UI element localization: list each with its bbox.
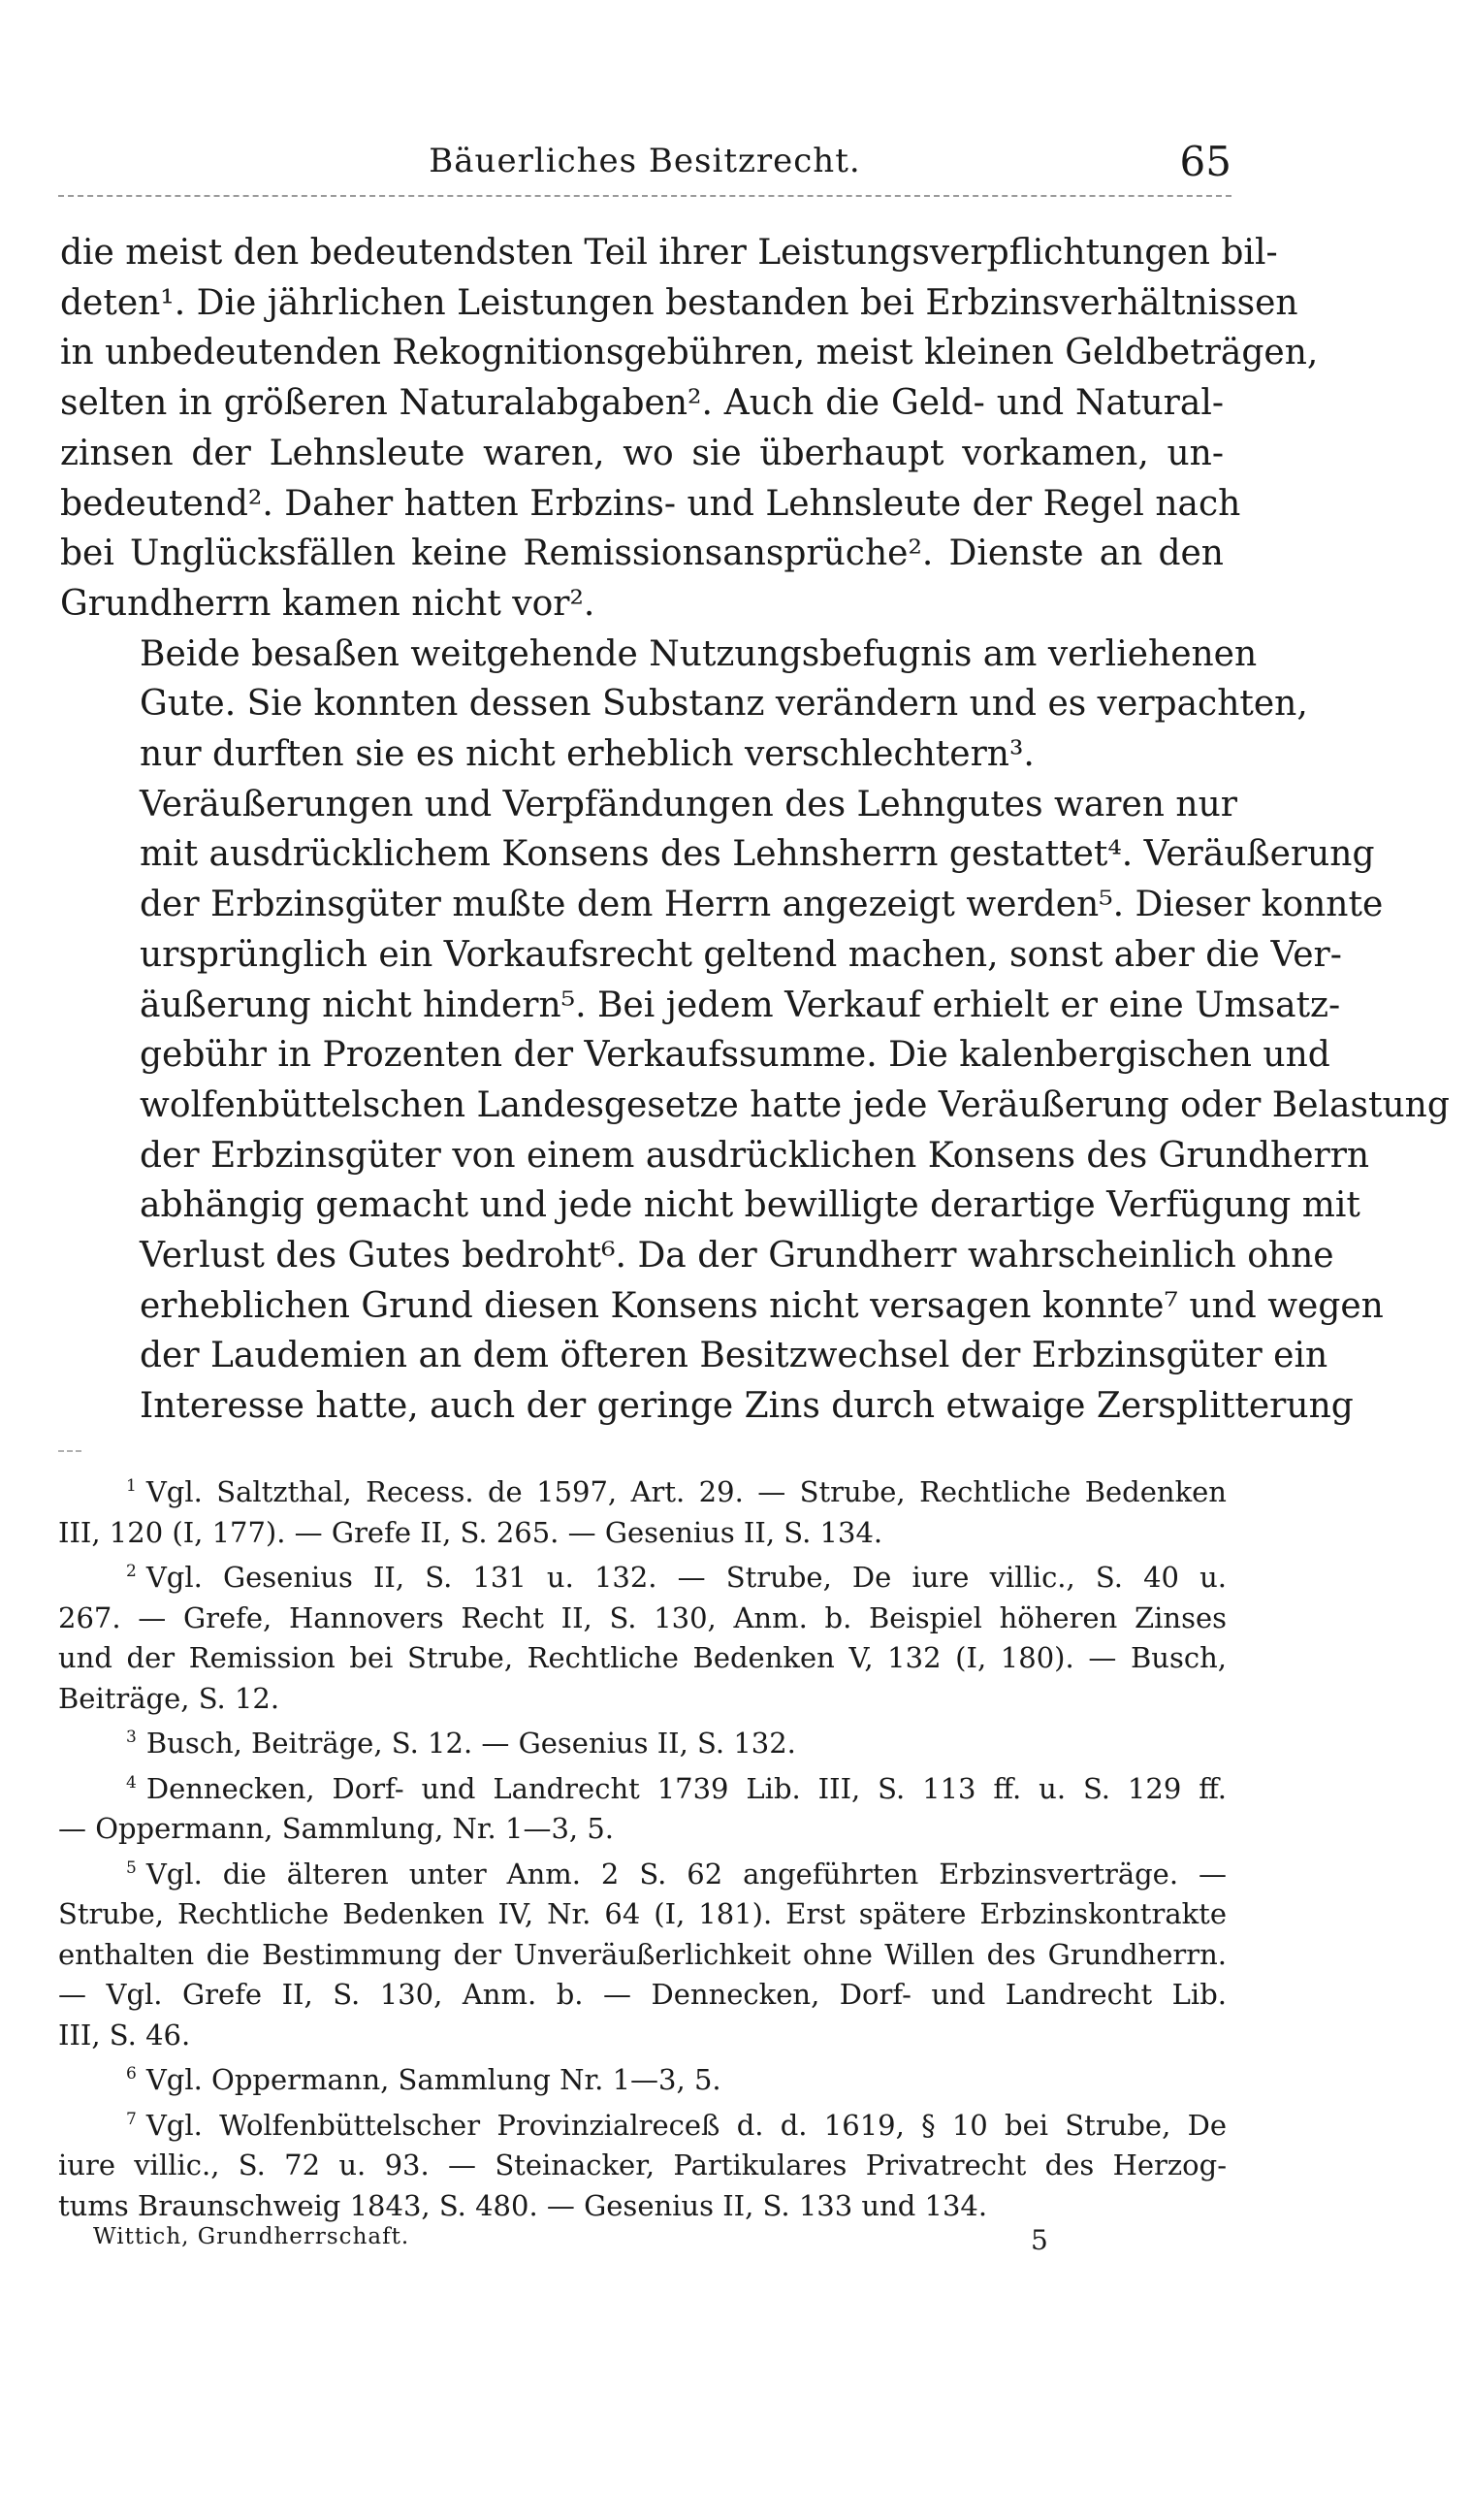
footnote-line: Strube, Rechtliche Bedenken IV, Nr. 64 (I, 181). Erst spätere Erbzinskontrakte [58,1897,1227,1930]
footnote-3 [58,1724,1227,1764]
footnote-text: Vgl. die älteren unter Anm. 2 S. 62 angeführten Erbzinsverträge. — [145,1857,1227,1890]
footnote-line: III, S. 46. [58,2018,191,2052]
text-line: Grundherrn kamen nicht vor². [60,583,595,624]
footnote-text: Dennecken, Dorf- und Landrecht 1739 Lib. III, S. 113 ff. u. S. 129 ff. [145,1771,1227,1805]
footnotes [58,1472,1227,2231]
footnote-line: tums Braunschweig 1843, S. 480. — Gesenius II, S. 133 und 134. [58,2188,988,2222]
text-line: selten in größeren Naturalabgaben². Auch die Geld- und Natural- [60,383,1224,424]
text-line: Verlust des Gutes bedroht⁶. Da der Grundherr wahrscheinlich ohne [140,1236,1334,1276]
footnote-marker: 6 [126,2064,137,2084]
footnote-marker: 7 [126,2109,137,2129]
footnote-line [58,1472,1227,1513]
page-number: 65 [1179,138,1231,185]
footnote-separator [58,1450,81,1452]
header-rule [58,195,1231,197]
text-line: nur durften sie es nicht erheblich verschlechtern³. [140,734,1035,775]
footnote-4 [58,1769,1227,1850]
footnote-2 [58,1558,1227,1719]
footnote-marker: 3 [126,1728,137,1747]
text-line: Beide besaßen weitgehende Nutzungsbefugnis am verliehenen [140,633,1258,674]
footnote-marker: 4 [126,1772,137,1793]
footnote-line [58,2060,1227,2101]
footnote-text: Busch, Beiträge, S. 12. — Gesenius II, S. 132. [145,1727,796,1760]
footnote-6 [58,2060,1227,2101]
footnote-line: enthalten die Bestimmung der Unveräußerlichkeit ohne Willen des Grundherrn. [58,1937,1227,1971]
text-line: ursprünglich ein Vorkaufsrecht geltend machen, sonst aber die Ver- [140,934,1342,975]
footnote-line [58,1558,1227,1599]
paragraph-2 [60,630,1308,780]
text-line: Interesse hatte, auch der geringe Zins durch etwaige Zersplitterung [140,1386,1354,1427]
footnote-1 [58,1472,1227,1553]
footnote-line [58,2106,1227,2147]
signature-line: Wittich, Grundherrschaft. [93,2224,410,2249]
footnote-line [58,1855,1227,1895]
footnote-line: — Oppermann, Sammlung, Nr. 1—3, 5. [58,1812,615,1845]
text-line: bedeutend². Daher hatten Erbzins- und Lehnsleute der Regel nach [60,483,1241,524]
footnote-text: Vgl. Gesenius II, S. 131 u. 132. — Strube, De iure villic., S. 40 u. [145,1561,1227,1594]
running-title: Bäuerliches Besitzrecht. [429,142,861,180]
text-line: äußerung nicht hindern⁵. Bei jedem Verkauf erhielt er eine Umsatz- [140,985,1341,1025]
footnote-5 [58,1855,1227,2056]
footnote-line: und der Remission bei Strube, Rechtliche Bedenken V, 132 (I, 180). — Busch, [58,1641,1227,1674]
footnote-text: Vgl. Saltzthal, Recess. de 1597, Art. 29. — Strube, Rechtliche Bedenken [145,1475,1227,1508]
text-line: Veräußerungen und Verpfändungen des Lehngutes waren nur [140,784,1238,824]
text-line: gebühr in Prozenten der Verkaufssumme. Die kalenbergischen und [140,1035,1330,1076]
footnote-line: III, 120 (I, 177). — Grefe II, S. 265. — Gesenius II, S. 134. [58,1515,883,1549]
text-line: mit ausdrücklichem Konsens des Lehnsherrn gestattet⁴. Veräußerung [140,834,1375,875]
main-text [60,228,1450,1432]
text-line: zinsen der Lehnsleute waren, wo sie überhaupt vorkamen, un- [60,433,1224,473]
text-line: der Erbzinsgüter mußte dem Herrn angezeigt werden⁵. Dieser konnte [140,885,1384,925]
footnote-text: Vgl. Oppermann, Sammlung Nr. 1—3, 5. [145,2063,721,2096]
text-line: abhängig gemacht und jede nicht bewilligte derartige Verfügung mit [140,1185,1360,1226]
text-line: der Erbzinsgüter von einem ausdrücklichen Konsens des Grundherrn [140,1135,1370,1176]
text-line: Gute. Sie konnten dessen Substanz verändern und es verpachten, [140,684,1308,725]
footnote-line: iure villic., S. 72 u. 93. — Steinacker, Partikulares Privatrecht des Herzog- [58,2148,1227,2181]
text-line: wolfenbüttelschen Landesgesetze hatte jede Veräußerung oder Belastung [140,1084,1450,1125]
paragraph-1 [60,228,1319,630]
footnote-marker: 5 [126,1858,137,1878]
paragraph-3 [60,780,1450,1432]
running-head [58,138,1231,200]
text-line: der Laudemien an dem öfteren Besitzwechsel der Erbzinsgüter ein [140,1336,1328,1376]
footnote-marker: 1 [126,1476,137,1496]
text-line: erheblichen Grund diesen Konsens nicht versagen konnte⁷ und wegen [140,1285,1384,1326]
footnote-line [58,1769,1227,1810]
footnote-7 [58,2106,1227,2227]
footnote-line [58,1724,1227,1764]
text-line: bei Unglücksfällen keine Remissionsansprüche². Dienste an den [60,533,1224,574]
sheet-number: 5 [1031,2224,1048,2256]
text-line: die meist den bedeutendsten Teil ihrer Leistungsverpflichtungen bil- [60,233,1278,273]
text-line: deten¹. Die jährlichen Leistungen bestanden bei Erbzinsverhältnissen [60,282,1298,323]
footnote-line: — Vgl. Grefe II, S. 130, Anm. b. — Dennecken, Dorf- und Landrecht Lib. [58,1978,1227,2011]
footnote-line: 267. — Grefe, Hannovers Recht II, S. 130, Anm. b. Beispiel höheren Zinses [58,1600,1227,1634]
footnote-line: Beiträge, S. 12. [58,1681,280,1715]
text-line: in unbedeutenden Rekognitionsgebühren, meist kleinen Geldbeträgen, [60,333,1319,373]
footnote-text: Vgl. Wolfenbüttelscher Provinzialreceß d. d. 1619, § 10 bei Strube, De [145,2108,1227,2142]
footnote-marker: 2 [126,1562,137,1581]
